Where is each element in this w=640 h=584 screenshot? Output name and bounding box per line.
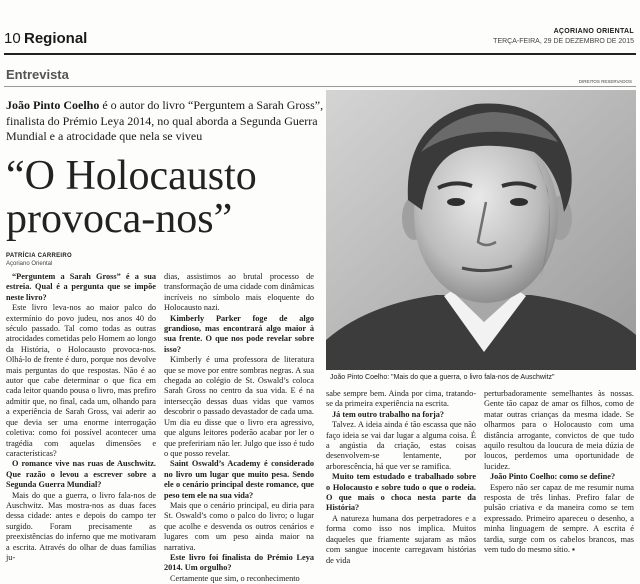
interview-answer: sabe sempre bem. Ainda por cima, tratando-se da primeira experiência na escrita. [326,389,476,409]
article-kicker: Entrevista [6,67,69,82]
headline-line-2: provoca-nos” [6,196,233,242]
byline-author: PATRÍCIA CARREIRO [6,253,72,259]
interview-question: O romance vive nas ruas de Auschwitz. Que razão o levou a escrever sobre a Segunda Guerra Mundial? [6,459,156,490]
interview-question: Muito tem estudado e trabalhado sobre o Holocausto e sobre tudo o que o rodeia. O que mais o choca nesta parte da História? [326,472,476,513]
interview-question: “Perguntem a Sarah Gross” é a sua estreia. Qual é a pergunta que se impõe neste livro? [6,272,156,302]
interview-answer: Este livro leva-nos ao maior palco do extermínio do povo judeu, nos anos 40 do século passado. Tal como todas as outras atrocidades cometidas pelo Homem ao longo da História, o Holocausto provoca-nos. Olhá-lo de frente é duro, porque nos devolve mais perguntas do que respostas. Não é ao autor que cabe determinar o que fica em cada leitor quando pousa o livro, mas prefiro admitir que, no final, cada um, olhando para a experiência de Sarah Gross, vai aderir ao que devia ser uma enorme interrogação coletiva: como foi possível acontecer uma tragédia com aquelas dimensões e características? [6,303,156,458]
header-rule [4,53,636,55]
interview-question: Saint Oswald’s Academy é considerado no livro um lugar que muito pesa. Sendo ele o cenário principal deste romance, que peso tem ele na sua vida? [164,459,314,500]
interview-answer: dias, assistimos ao brutal processo de transformação de uma cidade com dinâmicas incríveis no símbolo mais eloquente do Holocausto nazi. [164,272,314,313]
interview-question: Kimberly Parker foge de algo grandioso, mas encontrará algo maior à sua frente. O que nos pode revelar sobre isso? [164,313,314,354]
interview-answer: Kimberly é uma professora de literatura que se move por entre sombras negras. A sua chegada ao colégio de St. Oswald’s coloca Sarah Gross no centro da sua vida. E é na intersecção dessas duas vidas que vamos descobrir o passado devastador de cada uma. Um dia eu disse que o livro era agressivo, que alguns leitores poderão acabar por ler o que prefeririam não ler. Julgo que isso é tudo o que posso revelar. [164,355,314,458]
interview-answer: Mais que o cenário principal, eu diria para St. Oswald’s como o palco do livro; o lugar que acolhe e desvenda os outros cenários e lugares com um peso ainda maior na narrativa. [164,500,314,552]
publication-name: AÇORIANO ORIENTAL [553,28,634,35]
standfirst [6,98,326,145]
headline-line-1: “O Holocausto [6,153,257,199]
portrait-illustration [326,90,636,370]
article-column-3 [326,389,476,566]
article-column-2 [164,272,314,584]
rights-notice: DIREITOS RESERVADOS [578,79,632,84]
standfirst-name: João Pinto Coelho [6,98,100,112]
interview-answer: Espero não ser capaz de me resumir numa resposta de três linhas. Prefiro falar de pulsão criativa e da maneira como se tem expressado. Primeiro apareceu o desenho, a minha linguagem de sempre. A escrita é tardia, surge com os cabelos brancos, mas vem tudo do mesmo sítio. ▪ [484,482,634,555]
kicker-rule [4,86,636,87]
article-column-4 [484,389,634,556]
interview-answer: Mais do que a guerra, o livro fala-nos de Auschwitz. Mas mostra-nos as duas faces dessa cidade: antes e depois do campo ter surgido. Foram precisamente as preexistências do inferno que me motivaram a escrita. Através do olhar de duas famílias ju- [6,490,156,562]
interview-answer: Certamente que sim, o reconhecimento [170,573,300,583]
section-title: Regional [24,30,88,47]
publication-date: TERÇA-FEIRA, 29 DE DEZEMBRO DE 2015 [493,38,634,45]
byline-organization: Açoriano Oriental [6,261,53,267]
interview-question: Este livro foi finalista do Prémio Leya 2014. Um orgulho? [164,552,314,573]
portrait-photo [326,90,636,370]
headline [6,155,326,241]
photo-caption: João Pinto Coelho: "Mais do que a guerra, o livro fala-nos de Auschwitz" [330,374,555,381]
interview-answer: A natureza humana dos perpetradores e a forma como isso nos implica. Muitos daqueles que friamente sujaram as mãos com sangue inocente carregavam histórias de vida [326,513,476,565]
article-column-1 [6,272,156,563]
interview-question: João Pinto Coelho: como se define? [490,472,616,482]
interview-answer: Talvez. A ideia ainda é tão escassa que não faço ideia se vai dar lugar a alguma coisa. É a angústia da criação, estas coisas desenvolvem-se lentamente, por arborescência, há que ver se ramifica. [326,420,476,471]
standfirst-text: é o autor do livro “Perguntem a Sarah Gross”, finalista do Prémio Leya 2014, no qual aborda a Segunda Guerra Mundial e a atrocidade que nela se viveu [6,98,324,143]
interview-question: Já tem outro trabalho na forja? [332,409,445,419]
page-number: 10 [4,30,21,47]
interview-answer: perturbadoramente semelhantes às nossas. Gente tão capaz de amar os filhos, como de matar outras crianças da mesma idade. Se olharmos para o Holocausto com uma distância arrogante, convictos de que tudo aquilo resultou da loucura de meia dúzia de loucos, perdemos uma oportunidade de lucidez. [484,389,634,471]
